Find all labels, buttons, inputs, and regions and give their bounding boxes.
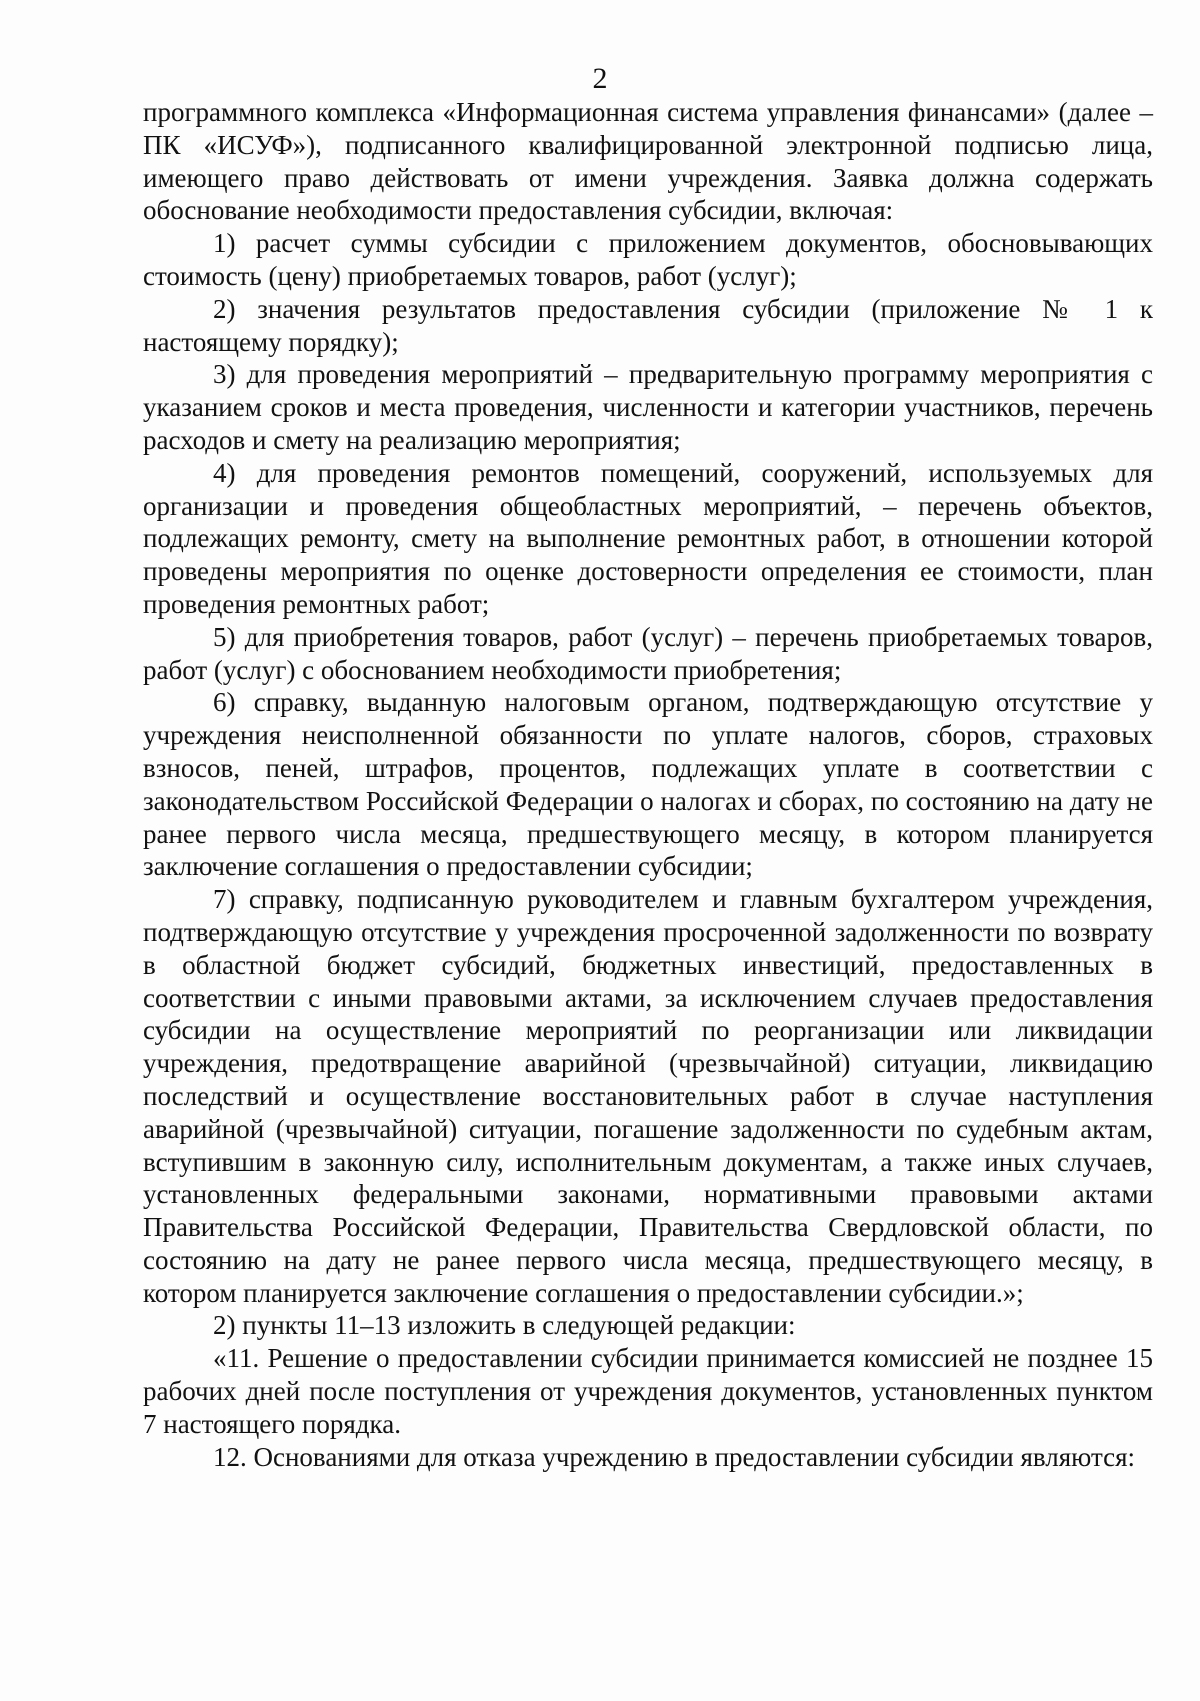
page-number: 2 [592,62,608,95]
list-item-3: 3) для проведения мероприятий – предварительную программу мероприятия с указанием сроков и места проведения, численности и категории участников, перечень расходов и смету на реализацию мероприятия; [143,359,1153,455]
list-item-2: 2) значения результатов предоставления субсидии (приложение № 1 к настоящему порядку); [143,293,1153,357]
paragraph-continuation: программного комплекса «Информационная система управления финансами» (далее – ПК «ИСУФ»), подписанного квалифицированной электронной подписью лица, имеющего право действовать от имени учреждения. Заявка должна содержать обоснование необходимости предоставления субсидии, включая: [143,97,1153,226]
clause-12: 12. Основаниями для отказа учреждению в предоставлении субсидии являются: [213,1441,1135,1472]
amendment-item-2: 2) пункты 11–13 изложить в следующей редакции: [213,1310,796,1341]
list-item-5: 5) для приобретения товаров, работ (услуг) – перечень приобретаемых товаров, работ (услуг) с обоснованием необходимости приобретения; [143,621,1153,685]
list-item-6: 6) справку, выданную налоговым органом, подтверждающую отсутствие у учреждения неисполненной обязанности по уплате налогов, сборов, страховых взносов, пеней, штрафов, процентов, подлежащих уплате в соответствии с законодательством Российской Федерации о налогах и сборах, по состоянию на дату не ранее первого числа месяца, предшествующего месяцу, в котором планируется заключение соглашения о предоставлении субсидии; [143,687,1153,882]
clause-11: «11. Решение о предоставлении субсидии принимается комиссией не позднее 15 рабочих дней после поступления от учреждения документов, установленных пунктом 7 настоящего порядка. [143,1343,1153,1439]
list-item-7: 7) справку, подписанную руководителем и главным бухгалтером учреждения, подтверждающую отсутствие у учреждения просроченной задолженности по возврату в областной бюджет субсидий, бюджетных инвестиций, предоставленных в соответствии с иными правовыми актами, за исключением случаев предоставления субсидии на осуществление мероприятий по реорганизации или ликвидации учреждения, предотвращение аварийной (чрезвычайной) ситуации, ликвидацию последствий и осуществление восстановительных работ в случае наступления аварийной (чрезвычайной) ситуации, погашение задолженности по судебным актам, вступившим в законную силу, исполнительным документам, а также иных случаев, установленных федеральными законами, нормативными правовыми актами Правительства Российской Федерации, Правительства Свердловской области, по состоянию на дату не ранее первого числа месяца, предшествующего месяцу, в котором планируется заключение соглашения о предоставлении субсидии.»; [143,884,1153,1308]
list-item-4: 4) для проведения ремонтов помещений, сооружений, используемых для организации и проведения общеобластных мероприятий, – перечень объектов, подлежащих ремонту, смету на выполнение ремонтных работ, в отношении которой проведены мероприятия по оценке достоверности определения ее стоимости, план проведения ремонтных работ; [143,457,1153,619]
document-body [143,96,1153,1473]
list-item-1: 1) расчет суммы субсидии с приложением документов, обосновывающих стоимость (цену) приобретаемых товаров, работ (услуг); [143,228,1153,291]
